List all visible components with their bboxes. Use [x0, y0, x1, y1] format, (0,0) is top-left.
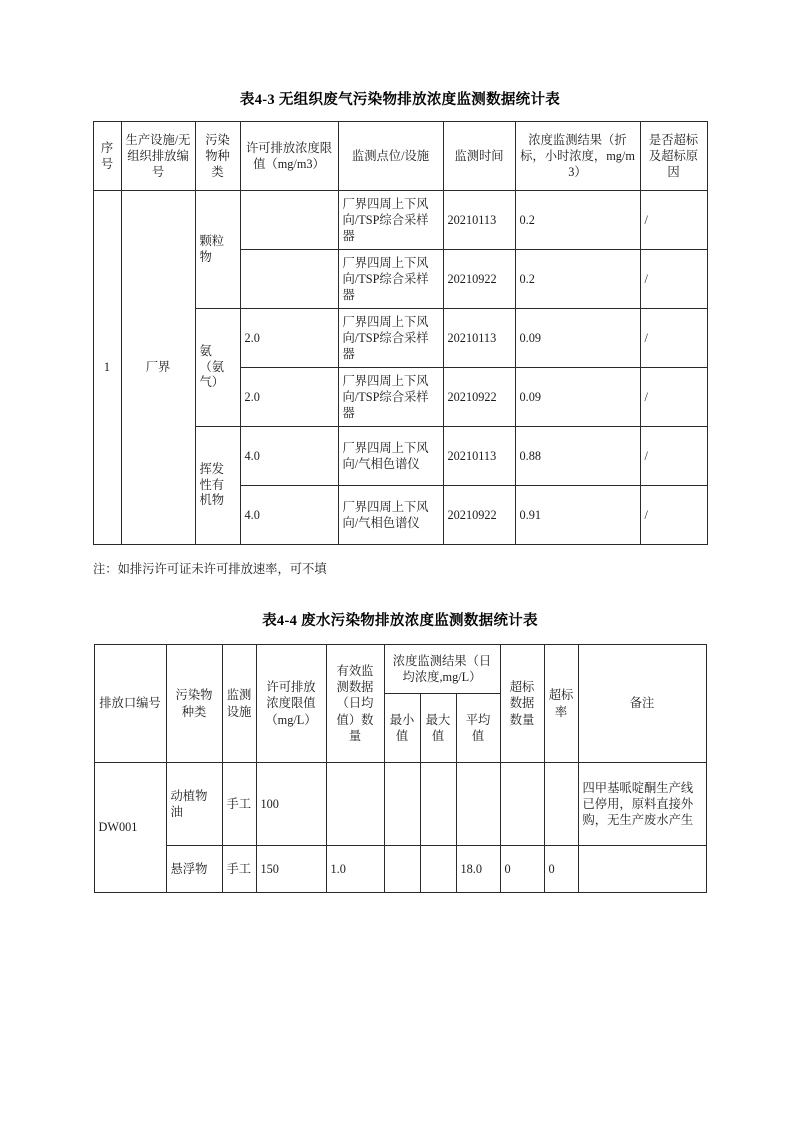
header-result-group: 浓度监测结果（日均浓度,mg/L） [384, 645, 500, 694]
cell-exceed: / [640, 250, 707, 309]
cell-monitor-time: 20210922 [443, 486, 515, 545]
cell-exceed-rate: 0 [544, 846, 578, 893]
header-avg: 平均值 [456, 694, 500, 763]
cell-monitor-time: 20210113 [443, 427, 515, 486]
header-min: 最小值 [384, 694, 420, 763]
header-seq: 序号 [93, 122, 121, 191]
table-row [93, 191, 707, 250]
wastewater-emission-table [94, 644, 707, 893]
cell-limit: 4.0 [240, 427, 338, 486]
cell-min [384, 763, 420, 846]
header-result: 浓度监测结果（折标，小时浓度，mg/m3） [515, 122, 640, 191]
cell-limit: 150 [256, 846, 326, 893]
cell-pollutant: 颗粒物 [195, 191, 240, 309]
cell-result: 0.91 [515, 486, 640, 545]
cell-avg [456, 763, 500, 846]
cell-remark: 四甲基哌啶酮生产线已停用，原料直接外购，无生产废水产生 [578, 763, 706, 846]
header-monitor-point: 监测点位/设施 [338, 122, 443, 191]
header-monitor-time: 监测时间 [443, 122, 515, 191]
cell-exceed-count [500, 763, 544, 846]
header-max: 最大值 [420, 694, 456, 763]
cell-seq: 1 [93, 191, 121, 545]
cell-monitor-point: 厂界四周上下风向/气相色谱仪 [338, 486, 443, 545]
cell-result: 0.88 [515, 427, 640, 486]
cell-exceed: / [640, 309, 707, 368]
cell-valid-count [326, 763, 384, 846]
cell-min [384, 846, 420, 893]
table-43-title: 表4-3 无组织废气污染物排放浓度监测数据统计表 [239, 92, 561, 108]
cell-outlet-code: DW001 [94, 763, 166, 893]
cell-facility: 厂界 [121, 191, 195, 545]
cell-limit: 4.0 [240, 486, 338, 545]
table-row [94, 763, 706, 846]
cell-limit: 2.0 [240, 368, 338, 427]
cell-result: 0.2 [515, 191, 640, 250]
air-emission-table [93, 121, 708, 545]
cell-monitor-facility: 手工 [222, 846, 256, 893]
table-43-header-row [93, 122, 707, 191]
cell-exceed-rate [544, 763, 578, 846]
cell-monitor-point: 厂界四周上下风向/TSP综合采样器 [338, 368, 443, 427]
table-43-note: 注：如排污许可证未许可排放速率，可不填 [93, 562, 327, 576]
cell-limit [240, 191, 338, 250]
cell-monitor-time: 20210922 [443, 368, 515, 427]
cell-monitor-time: 20210113 [443, 309, 515, 368]
cell-exceed-count: 0 [500, 846, 544, 893]
cell-remark [578, 846, 706, 893]
cell-max [420, 846, 456, 893]
table-row [94, 846, 706, 893]
cell-pollutant: 氨（氨气） [195, 309, 240, 427]
document-page [0, 88, 800, 1123]
header-exceed-count: 超标数据数量 [500, 645, 544, 763]
cell-exceed: / [640, 486, 707, 545]
cell-max [420, 763, 456, 846]
cell-exceed: / [640, 427, 707, 486]
header-pollutant: 污染物种类 [195, 122, 240, 191]
cell-monitor-point: 厂界四周上下风向/TSP综合采样器 [338, 250, 443, 309]
cell-result: 0.2 [515, 250, 640, 309]
header-valid-count: 有效监测数据（日均值）数量 [326, 645, 384, 763]
cell-limit [240, 250, 338, 309]
header-monitor-facility: 监测设施 [222, 645, 256, 763]
header-limit: 许可排放浓度限值（mg/L） [256, 645, 326, 763]
cell-pollutant: 悬浮物 [166, 846, 222, 893]
cell-monitor-point: 厂界四周上下风向/TSP综合采样器 [338, 191, 443, 250]
cell-valid-count: 1.0 [326, 846, 384, 893]
table-44-header-row-upper [94, 645, 706, 694]
header-limit: 许可排放浓度限值（mg/m3） [240, 122, 338, 191]
cell-pollutant: 动植物油 [166, 763, 222, 846]
cell-pollutant: 挥发性有机物 [195, 427, 240, 545]
cell-result: 0.09 [515, 309, 640, 368]
cell-limit: 100 [256, 763, 326, 846]
cell-monitor-time: 20210113 [443, 191, 515, 250]
table-44-title: 表4-4 废水污染物排放浓度监测数据统计表 [262, 613, 538, 629]
cell-avg: 18.0 [456, 846, 500, 893]
header-remark: 备注 [578, 645, 706, 763]
header-exceed: 是否超标及超标原因 [640, 122, 707, 191]
header-outlet-code: 排放口编号 [94, 645, 166, 763]
header-exceed-rate: 超标率 [544, 645, 578, 763]
cell-monitor-time: 20210922 [443, 250, 515, 309]
cell-result: 0.09 [515, 368, 640, 427]
cell-exceed: / [640, 368, 707, 427]
cell-monitor-point: 厂界四周上下风向/气相色谱仪 [338, 427, 443, 486]
cell-monitor-point: 厂界四周上下风向/TSP综合采样器 [338, 309, 443, 368]
cell-exceed: / [640, 191, 707, 250]
cell-monitor-facility: 手工 [222, 763, 256, 846]
header-facility: 生产设施/无组织排放编号 [121, 122, 195, 191]
header-pollutant: 污染物种类 [166, 645, 222, 763]
cell-limit: 2.0 [240, 309, 338, 368]
